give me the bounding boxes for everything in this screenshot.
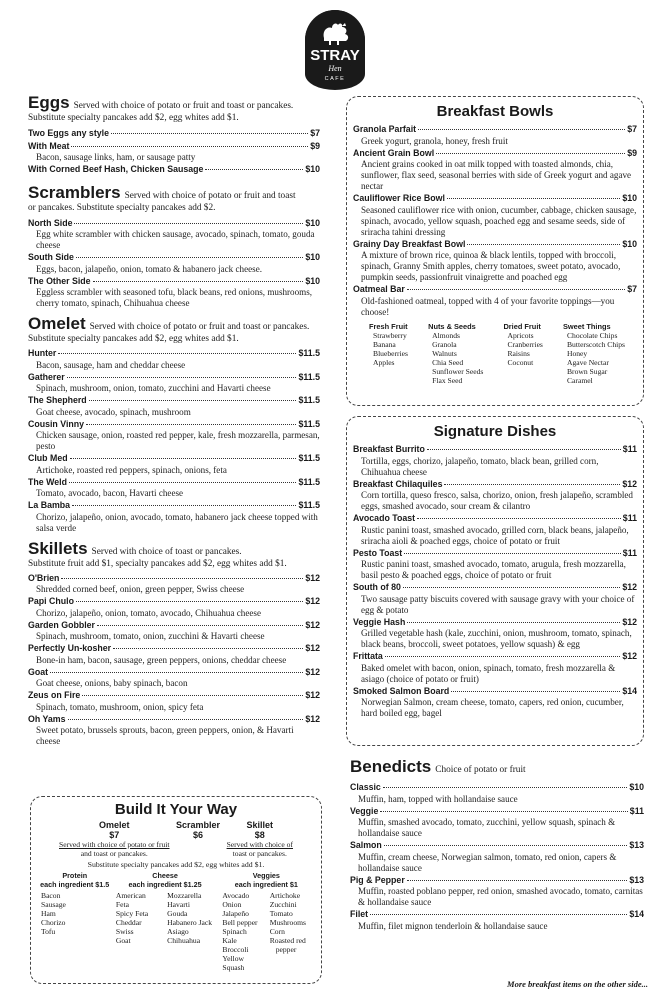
menu-item[interactable]: O'Brien $12 xyxy=(28,572,320,583)
menu-item[interactable]: Veggie $11 xyxy=(350,805,644,816)
benedicts-desc: Choice of potato or fruit xyxy=(435,765,526,775)
item-desc: Two sausage patty biscuits covered with sausage gravy with your choice of egg & potato xyxy=(361,593,635,615)
scramblers-sub: or pancakes. Substitute specialty pancakes add $2. xyxy=(28,202,216,213)
footer-note: More breakfast items on the other side... xyxy=(507,979,648,989)
item-desc: Muffin, smashed avocado, tomato, zucchini, yellow squash, spinach & hollandaise sauce xyxy=(358,817,616,838)
benedicts-title: Benedicts xyxy=(350,757,432,776)
build-option-scrambler[interactable]: Scrambler $6 xyxy=(176,820,221,840)
menu-item[interactable]: With Meat $9 xyxy=(28,140,320,151)
build-your-own-box xyxy=(30,796,322,984)
menu-item[interactable]: Ancient Grain Bowl $9 xyxy=(353,147,637,158)
menu-item[interactable]: Pig & Pepper $13 xyxy=(350,874,644,885)
item-desc: Ancient grains cooked in oat milk topped with toasted almonds, chia, sunflower, flax seed, seasonal berries with side of Greek yogurt and agave nectar xyxy=(361,159,632,191)
item-desc: Shredded corned beef, onion, green pepper, Swiss cheese xyxy=(36,584,245,594)
omelet-sub: Substitute specialty pancakes add $2, egg whites add $1. xyxy=(28,334,239,344)
menu-item[interactable]: Cauliflower Rice Bowl $10 xyxy=(353,193,637,203)
logo-main-text: STRAY xyxy=(310,47,360,64)
item-desc: Bone-in ham, bacon, sausage, green peppers, onions, cheddar cheese xyxy=(36,654,287,665)
item-desc: Muffin, filet mignon tenderloin & hollandaise sauce xyxy=(358,920,548,931)
cheese-list-1: American Feta Spicy Feta Cheddar Swiss Goat xyxy=(115,891,149,945)
item-desc: Artichoke, roasted red peppers, spinach, onions, feta xyxy=(36,464,227,475)
menu-item[interactable]: Breakfast Burrito $11 xyxy=(353,444,637,454)
item-desc: Muffin, ham, topped with hollandaise sauce xyxy=(358,793,518,804)
menu-item[interactable]: Breakfast Chilaquiles $12 xyxy=(353,478,637,489)
scramblers-desc: Served with choice of potato or fruit and toast xyxy=(124,190,296,201)
item-desc: Corn tortilla, queso fresco, salsa, chorizo, onion, fresh jalapeño, scrambled eggs, smashed avocado, sour cream & cilantro xyxy=(361,490,633,511)
menu-item[interactable]: Granola Parfait $7 xyxy=(353,124,637,134)
build-title: Build It Your Way xyxy=(114,801,238,818)
item-desc: Chorizo, jalapeño, onion, avocado, tomato, habanero jack cheese topped with salsa verde xyxy=(36,511,318,533)
skillets-title: Skillets xyxy=(28,538,88,558)
build-option-skillet[interactable]: Skillet $8 Served with choice of toast or pancakes. xyxy=(226,820,293,858)
item-desc: Rustic panini toast, smashed avocado, grilled corn, black beans, jalapeño, sriracha aioli & poached eggs, choice of potato or fruit xyxy=(361,524,629,546)
menu-item[interactable]: La Bamba $11.5 xyxy=(28,500,320,510)
eggs-header xyxy=(28,93,320,113)
item-desc: Muffin, roasted poblano pepper, red onion, smashed avocado, tomato, carnitas & hollandaise sauce xyxy=(358,886,643,907)
eggs-sub: Substitute specialty pancakes add $2, egg whites add $1. xyxy=(28,113,239,123)
breakfast-bowls-box xyxy=(346,96,644,406)
scramblers-section xyxy=(28,182,320,310)
logo-sub-text: Hen xyxy=(328,64,342,73)
menu-item[interactable]: Salmon $13 xyxy=(350,840,644,850)
eggs-desc: Served with choice of potato or fruit and toast or pancakes. xyxy=(73,101,294,111)
item-desc: Bacon, sausage links, ham, or sausage patty xyxy=(36,152,196,162)
toppings-dried-fruit: Dried Fruit Apricots Cranberries Raisins Coconut xyxy=(503,321,543,367)
build-option-omelet[interactable]: Omelet $7 Served with choice of potato or fruit and toast or pancakes. xyxy=(59,820,170,858)
item-desc: Old-fashioned oatmeal, topped with 4 of your favorite toppings—you choose! xyxy=(361,295,615,317)
left-column xyxy=(28,90,320,747)
item-desc: Seasoned cauliflower rice with onion, cucumber, cabbage, chicken sausage, spinach, avocado, yellow squash, poached egg and sesame seeds, side of sriracha tahini dressing xyxy=(361,204,637,237)
toppings-sweet-things: Sweet Things Chocolate Chips Butterscotch Chips Honey Agave Nectar Brown Sugar Caramel xyxy=(562,321,625,385)
menu-item[interactable]: Garden Gobbler $12 xyxy=(28,619,320,630)
veggies-list-1: Avocado Onion Jalapeño Bell pepper Spinach Kale Broccoli Yellow Squash xyxy=(222,891,258,972)
omelet-title: Omelet xyxy=(28,314,86,333)
menu-item[interactable]: Frittata $12 xyxy=(353,651,637,661)
toppings-fresh-fruit: Fresh Fruit Strawberry Banana Blueberries Apples xyxy=(369,321,409,367)
omelet-section xyxy=(28,314,320,534)
menu-item[interactable]: Grainy Day Breakfast Bowl $10 xyxy=(353,238,637,249)
menu-item[interactable]: Gatherer $11.5 xyxy=(28,371,320,382)
menu-item[interactable]: Papi Chulo $12 xyxy=(28,596,320,606)
protein-list: Bacon Sausage Ham Chorizo Tofu xyxy=(41,891,66,936)
item-desc: Baked omelet with bacon, onion, spinach, tomato, fresh mozzarella & asiago (choice of potato or fruit) xyxy=(361,662,616,684)
right-column xyxy=(346,96,644,932)
item-desc: Grilled vegetable hash (kale, zucchini, onion, mushroom, tomato, spinach, black beans, broccoli, sweet potatoes, yellow squash) & egg xyxy=(361,628,632,649)
ingredient-headers: Protein each ingredient $1.5 Cheese each ingredient $1.25 Veggies each ingredient $1 xyxy=(40,871,298,889)
bowls-title: Breakfast Bowls xyxy=(436,103,554,120)
item-desc: Eggless scrambler with seasoned tofu, black beans, red onions, mushrooms, cherry tomato, spinach, Chihuahua cheese xyxy=(36,287,313,308)
logo-bottom-text: CAFE xyxy=(324,76,346,82)
menu-item[interactable]: The Weld $11.5 xyxy=(28,476,320,487)
menu-item[interactable]: Cousin Vinny $11.5 xyxy=(28,418,320,429)
ingredient-lists xyxy=(37,891,315,972)
build-note: Substitute specialty pancakes add $2, egg whites add $1. xyxy=(87,860,265,869)
signature-dishes-box xyxy=(346,416,644,746)
menu-item[interactable]: Veggie Hash $12 xyxy=(353,616,637,627)
benedicts-section xyxy=(346,757,644,932)
item-desc: Chicken sausage, onion, roasted red pepper, kale, fresh mozzarella, parmesan, pesto xyxy=(36,430,320,451)
item-desc: Muffin, cream cheese, Norwegian salmon, tomato, red onion, capers & hollandaise sauce xyxy=(358,851,617,873)
menu-item[interactable]: Smoked Salmon Board $14 xyxy=(353,685,637,696)
item-desc: A mixture of brown rice, quinoa & black lentils, topped with broccoli, spinach, Granny Smith apples, cherry tomatoes, sweet potato, avocado, pumpkin seeds, passionfruit vinaigrette and poached egg xyxy=(361,250,621,282)
menu-item[interactable]: Pesto Toast $11 xyxy=(353,547,637,558)
menu-item[interactable]: North Side $10 xyxy=(28,217,320,228)
menu-item[interactable]: Two Eggs any style $7 xyxy=(28,128,320,138)
toppings-nuts-seeds: Nuts & Seeds Almonds Granola Walnuts Chia Seed Sunflower Seeds Flax Seed xyxy=(428,321,484,385)
item-desc: Spinach, mushroom, onion, tomato, zucchini and Havarti cheese xyxy=(36,383,271,393)
item-desc: Spinach, tomato, mushroom, onion, spicy feta xyxy=(36,701,204,712)
item-desc: Chorizo, jalapeño, onion, tomato, avocado, Chihuahua cheese xyxy=(36,607,262,618)
item-desc: Greek yogurt, granola, honey, fresh fruit xyxy=(361,135,508,146)
cheese-list-2: Mozzarella Havarti Gouda Habanero Jack Asiago Chihuahua xyxy=(167,891,213,945)
skillets-section xyxy=(28,538,320,748)
menu-item[interactable]: Avocado Toast $11 xyxy=(353,513,637,523)
item-desc: Egg white scrambler with chicken sausage, avocado, spinach, tomato, gouda cheese xyxy=(36,229,315,250)
menu-item[interactable]: Classic $10 xyxy=(350,782,644,792)
menu-item[interactable]: The Shepherd $11.5 xyxy=(28,395,320,405)
menu-item[interactable]: South of 80 $12 xyxy=(353,582,637,592)
stray-hen-logo xyxy=(302,4,368,92)
menu-item[interactable]: South Side $10 xyxy=(28,252,320,262)
menu-item[interactable]: Club Med $11.5 xyxy=(28,453,320,463)
signature-title: Signature Dishes xyxy=(433,423,557,440)
scramblers-title: Scramblers xyxy=(28,182,121,202)
item-desc: Spinach, mushroom, tomato, onion, zucchini & Havarti cheese xyxy=(36,631,265,641)
menu-item[interactable]: Perfectly Un-kosher $12 xyxy=(28,643,320,653)
build-options xyxy=(37,820,315,858)
menu-item[interactable]: Hunter $11.5 xyxy=(28,348,320,358)
item-desc: Norwegian Salmon, cream cheese, tomato, capers, red onion, cucumber, hard boiled egg, bagel xyxy=(361,697,624,718)
menu-item[interactable]: Goat $12 xyxy=(28,666,320,677)
menu-item[interactable]: Oh Yams $12 xyxy=(28,713,320,724)
menu-item[interactable]: Oatmeal Bar $7 xyxy=(353,284,637,294)
menu-item[interactable]: The Other Side $10 xyxy=(28,275,320,286)
item-desc: Goat cheese, avocado, spinach, mushroom xyxy=(36,406,191,417)
eggs-section xyxy=(28,93,320,176)
item-desc: Bacon, sausage, ham and cheddar cheese xyxy=(36,359,186,370)
skillets-desc: Served with choice of toast or pancakes. xyxy=(91,546,242,557)
item-desc: Sweet potato, brussels sprouts, bacon, green peppers, onion, & Havarti cheese xyxy=(36,725,294,746)
skillets-sub: Substitute fruit add $1, specialty pancakes add $2, egg whites add $1. xyxy=(28,558,287,569)
item-desc: Goat cheese, onions, baby spinach, bacon xyxy=(36,678,188,688)
eggs-title: Eggs xyxy=(28,93,70,112)
menu-item[interactable]: With Corned Beef Hash, Chicken Sausage $10 xyxy=(28,164,320,174)
item-desc: Tomato, avocado, bacon, Havarti cheese xyxy=(36,488,184,498)
item-desc: Tortilla, eggs, chorizo, jalapeño, tomato, black bean, grilled corn, Chihuahua cheese xyxy=(361,455,599,477)
item-desc: Eggs, bacon, jalapeño, onion, tomato & habanero jack cheese. xyxy=(36,263,263,274)
item-desc: Rustic panini toast, smashed avocado, tomato, arugula, fresh mozzarella, basil pesto & poached eggs, choice of potato or fruit xyxy=(361,559,626,580)
menu-item[interactable]: Filet $14 xyxy=(350,909,644,919)
omelet-desc: Served with choice of potato or fruit and toast or pancakes. xyxy=(89,322,310,332)
veggies-list-2: Artichoke Zucchini Tomato Mushrooms Corn Roasted red pepper xyxy=(269,891,306,954)
oatmeal-toppings xyxy=(353,318,637,385)
menu-item[interactable]: Zeus on Fire $12 xyxy=(28,690,320,700)
